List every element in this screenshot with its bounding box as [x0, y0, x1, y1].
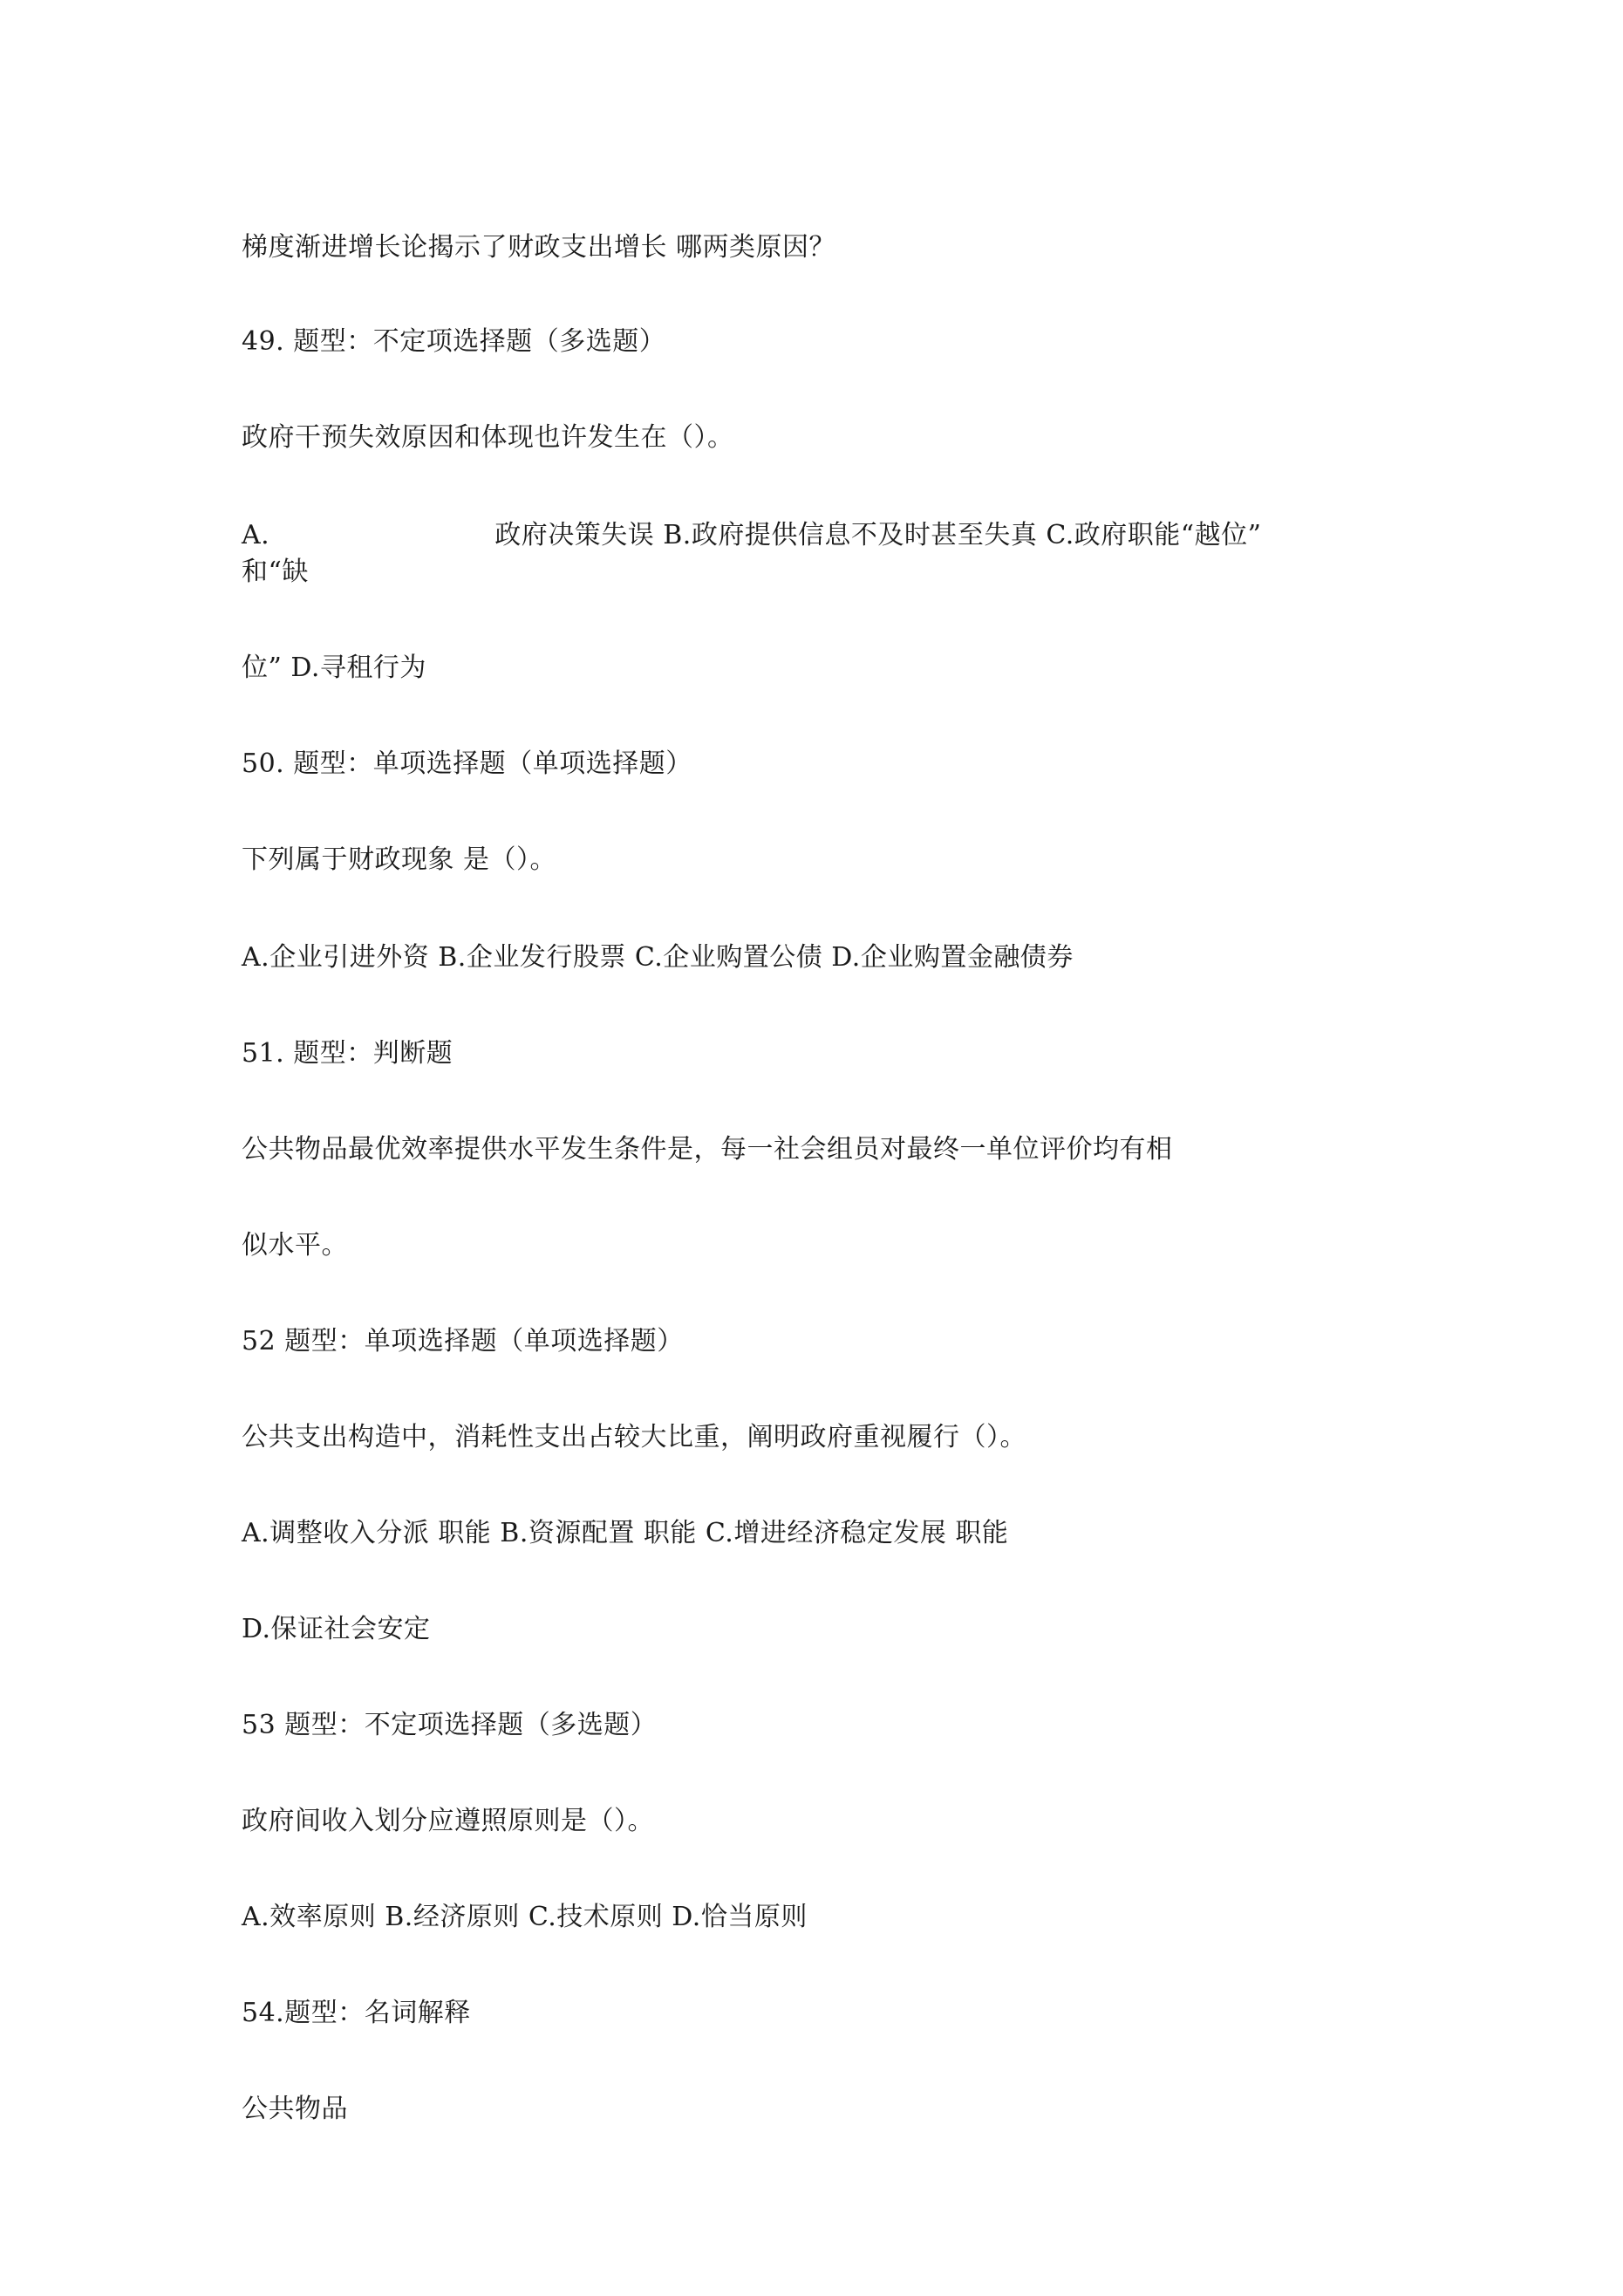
q54-type-heading: 54.题型：名词解释 — [242, 1998, 471, 2028]
q49-options-line-1 — [242, 520, 1261, 551]
q52-question-text: 公共支出构造中，消耗性支出占较大比重，阐明政府重视履行（）。 — [242, 1422, 1026, 1452]
q49-options-line-3: 位” D.寻租行为 — [242, 653, 426, 683]
q49-question-text: 政府干预失效原因和体现也许发生在（）。 — [242, 422, 734, 453]
q52-type-heading: 52 题型：单项选择题（单项选择题） — [242, 1326, 684, 1356]
q49-options-line-2: 和“缺 — [242, 557, 309, 587]
q53-type-heading: 53 题型：不定项选择题（多选题） — [242, 1710, 658, 1740]
q50-type-heading: 50. 题型：单项选择题（单项选择题） — [242, 748, 692, 779]
q49-options-text: 政府决策失误 B.政府提供信息不及时甚至失真 C.政府职能“越位” — [494, 520, 1262, 550]
q54-term: 公共物品 — [242, 2094, 348, 2124]
q51-question-text-line-1: 公共物品最优效率提供水平发生条件是，每一社会组员对最终一单位评价均有相 — [242, 1134, 1173, 1165]
q49-type-heading: 49. 题型：不定项选择题（多选题） — [242, 326, 666, 357]
q53-question-text: 政府间收入划分应遵照原则是（）。 — [242, 1806, 654, 1836]
q48-question-text: 梯度渐进增长论揭示了财政支出增长 哪两类原因？ — [242, 232, 836, 263]
q51-type-heading: 51. 题型：判断题 — [242, 1038, 453, 1069]
q50-options: A.企业引进外资 B.企业发行股票 C.企业购置公债 D.企业购置金融债券 — [242, 942, 1074, 973]
q50-question-text: 下列属于财政现象 是（）。 — [242, 844, 557, 875]
q53-options: A.效率原则 B.经济原则 C.技术原则 D.恰当原则 — [242, 1902, 808, 1932]
q52-options-line-1: A.调整收入分派 职能 B.资源配置 职能 C.增进经济稳定发展 职能 — [242, 1518, 1009, 1548]
q52-options-line-2: D.保证社会安定 — [242, 1614, 431, 1644]
q51-question-text-line-2: 似水平。 — [242, 1230, 348, 1261]
q49-option-a-prefix: A. — [242, 520, 270, 550]
